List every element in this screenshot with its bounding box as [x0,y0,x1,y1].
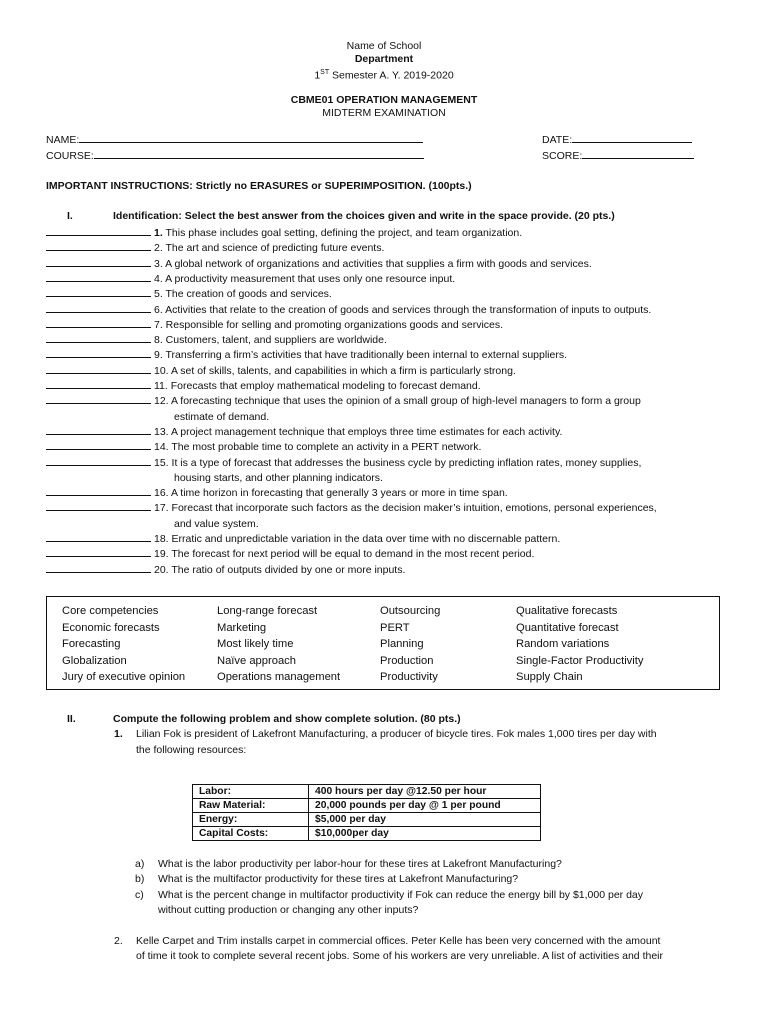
resources-table [192,784,541,841]
identification-item [46,225,522,241]
table-cell: Energy: [193,813,309,827]
date-label: DATE: [542,134,573,146]
question-a: What is the labor productivity per labor-hour for these tires at Lakefront Manufacturing? [158,858,562,870]
choice-item: Production [380,654,434,667]
section2-title: Compute the following problem and show complete solution. (80 pts.) [113,713,461,725]
choice-item: Globalization [62,654,127,667]
problem2-line1: Kelle Carpet and Trim installs carpet in commercial offices. Peter Kelle has been very concerned with the amount [136,935,661,947]
semester-line [0,66,768,83]
item-text: Erratic and unpredictable variation in the data over time with no discernable pattern. [168,533,561,545]
answer-blank[interactable] [46,286,151,297]
problem1-line2: the following resources: [136,744,247,756]
table-cell: 400 hours per day @12.50 per hour [309,785,541,799]
choice-item: Long-range forecast [217,605,318,617]
problem1-line1: Lilian Fok is president of Lakefront Manufacturing, a producer of bicycle tires. Fok males 1,000 tires per day with [136,728,657,740]
item-text-continued: and value system. [174,517,259,530]
choice-item: Forecasting [62,638,121,651]
choice-item: Random variations [516,638,610,651]
answer-blank[interactable] [46,424,151,435]
problem2-number: 2. [114,935,123,947]
answer-blank[interactable] [46,485,151,496]
answer-blank[interactable] [46,256,151,267]
school-name: Name of School [346,40,422,52]
answer-blank[interactable] [46,439,151,450]
item-text: The forecast for next period will be equal to demand in the most recent period. [168,548,535,561]
choices-col-2 [217,603,340,686]
choice-item: Planning [380,638,424,651]
item-number: 19. [154,548,169,561]
identification-item [46,347,567,363]
identification-item [46,378,481,394]
choice-item: Outsourcing [380,605,441,617]
item-text: A global network of organizations and activities that supplies a firm with goods and services. [162,257,592,270]
question-a-label: a) [135,858,145,870]
item-text: Responsible for selling and promoting organizations goods and services. [162,318,504,331]
question-b: What is the multifactor productivity for these tires at Lakefront Manufacturing? [158,873,519,885]
item-number: 3. [154,257,163,270]
section2-numeral: II. [67,713,76,725]
item-text: Activities that relate to the creation of goods and services through the transformation of inputs to outputs. [162,303,652,316]
choice-item: Jury of executive opinion [62,671,186,684]
choice-item: Core competencies [62,605,159,617]
item-number: 7. [154,318,163,331]
item-number: 11. [154,380,168,392]
choice-item: Economic forecasts [62,621,160,634]
identification-item [46,286,332,302]
identification-item [46,393,641,425]
choices-col-4 [516,603,643,686]
item-number: 20. [154,563,169,576]
table-row [193,785,541,799]
table-cell: Raw Material: [193,799,309,813]
item-text: A set of skills, talents, and capabilities in which a firm is particularly strong. [168,364,516,377]
item-text: A project management technique that employs three time estimates for each activity. [168,425,563,438]
exam-title: MIDTERM EXAMINATION [322,107,446,119]
choice-item: Naïve approach [217,654,296,667]
identification-item [46,500,657,532]
question-b-label: b) [135,873,145,885]
date-field[interactable] [542,133,692,146]
identification-item [46,256,592,272]
name-label: NAME: [46,134,80,146]
answer-blank[interactable] [46,225,151,236]
answer-blank[interactable] [46,240,151,251]
item-number: 13. [154,425,169,438]
item-text: A time horizon in forecasting that generally 3 years or more in time span. [168,487,508,500]
table-cell: Capital Costs: [193,827,309,841]
item-number: 8. [154,334,163,347]
item-number: 6. [154,303,163,316]
answer-blank[interactable] [46,347,151,358]
choice-item: Single-Factor Productivity [516,654,644,667]
item-number: 16. [154,487,169,500]
course-field[interactable] [46,149,424,162]
choice-item: Most likely time [217,638,294,651]
identification-item [46,363,516,379]
name-field[interactable] [46,133,423,146]
table-cell: $10,000per day [309,827,541,841]
choices-col-3 [380,603,440,686]
identification-item [46,455,641,487]
item-number: 2. [154,242,163,255]
identification-item [46,332,387,348]
item-text-continued: housing starts, and other planning indicators. [174,471,383,484]
score-field[interactable] [542,149,694,162]
table-cell: Labor: [193,785,309,799]
answer-blank[interactable] [46,546,151,557]
identification-item [46,302,651,318]
answer-blank[interactable] [46,317,151,328]
answer-blank[interactable] [46,332,151,343]
item-text: A forecasting technique that uses the opinion of a small group of high-level managers to form a group [168,395,641,408]
answer-blank[interactable] [46,455,151,466]
choice-item: Operations management [217,671,341,684]
score-label: SCORE: [542,150,583,162]
answer-blank[interactable] [46,500,151,511]
item-text: Forecasts that employ mathematical modeling to forecast demand. [167,380,481,392]
department-name: Department [354,53,414,65]
item-text: The ratio of outputs divided by one or more inputs. [168,563,406,576]
semester-text: Semester A. Y. 2019-2020 [329,69,454,82]
identification-item [46,271,455,287]
item-text: It is a type of forecast that addresses the business cycle by predicting inflation rates, money supplies, [168,456,642,469]
table-cell: 20,000 pounds per day @ 1 per pound [309,799,541,813]
choices-box [46,596,720,690]
table-row [193,799,541,813]
question-c-line1: What is the percent change in multifactor productivity if Fok can reduce the energy bill by $1,000 per day [158,889,644,901]
item-number: 5. [154,288,163,301]
item-number: 18. [154,533,169,545]
problem1-number: 1. [114,728,123,740]
choice-item: PERT [380,621,410,634]
answer-blank[interactable] [46,271,151,282]
course-label: COURSE: [46,150,94,162]
identification-item [46,485,508,501]
item-text: A productivity measurement that uses only one resource input. [162,272,456,285]
name-blank[interactable] [79,133,423,143]
identification-item [46,439,481,455]
question-c-label: c) [135,889,144,901]
course-blank[interactable] [94,149,424,159]
date-blank[interactable] [572,133,692,143]
choice-item: Qualitative forecasts [516,605,618,617]
choice-item: Supply Chain [516,671,583,684]
item-text: Transferring a firm’s activities that have traditionally been internal to external suppliers. [162,349,568,362]
course-title: CBME01 OPERATION MANAGEMENT [290,94,478,106]
item-number: 17. [154,502,169,515]
item-text: The art and science of predicting future events. [162,242,385,255]
question-c-line2: without cutting production or changing any other inputs? [158,904,419,916]
identification-item [46,531,560,547]
table-cell: $5,000 per day [309,813,541,827]
identification-item [46,562,405,578]
item-number: 12. [154,395,169,408]
item-text-continued: estimate of demand. [174,410,270,423]
important-instructions: IMPORTANT INSTRUCTIONS: Strictly no ERASURES or SUPERIMPOSITION. (100pts.) [46,180,472,192]
choice-item: Quantitative forecast [516,621,619,634]
table-row [193,813,541,827]
choice-item: Productivity [380,671,438,684]
answer-blank[interactable] [46,302,151,313]
answer-blank[interactable] [46,393,151,404]
problem2-line2: of time it took to complete several recent jobs. Some of his workers are very unreliable. A list of activities and their [136,950,663,962]
choice-item: Marketing [217,621,267,634]
item-text: Customers, talent, and suppliers are worldwide. [162,334,387,347]
item-text: Forecast that incorporate such factors as the decision maker’s intuition, emotions, personal experiences, [168,502,657,515]
identification-item [46,424,562,440]
answer-blank[interactable] [46,562,151,573]
section1-numeral: I. [67,210,73,222]
item-text: The creation of goods and services. [162,288,332,301]
item-number: 4. [154,272,163,285]
item-number: 9. [154,349,163,362]
identification-item [46,317,503,333]
choices-col-1 [62,603,185,686]
answer-blank[interactable] [46,378,151,389]
identification-item [46,240,384,256]
identification-item [46,546,534,562]
item-number: 10. [154,364,169,377]
semester-number: 1 [314,69,321,82]
section1-title: Identification: Select the best answer from the choices given and write in the space provide. (20 pts.) [113,210,615,222]
table-row [193,827,541,841]
item-text: This phase includes goal setting, defining the project, and team organization. [162,227,523,239]
item-number: 15. [154,456,169,469]
answer-blank[interactable] [46,531,151,542]
semester-superscript: ST [320,69,330,76]
item-text: The most probable time to complete an activity in a PERT network. [168,441,482,454]
item-number: 1. [154,227,163,239]
score-blank[interactable] [582,149,694,159]
item-number: 14. [154,441,169,454]
answer-blank[interactable] [46,363,151,374]
